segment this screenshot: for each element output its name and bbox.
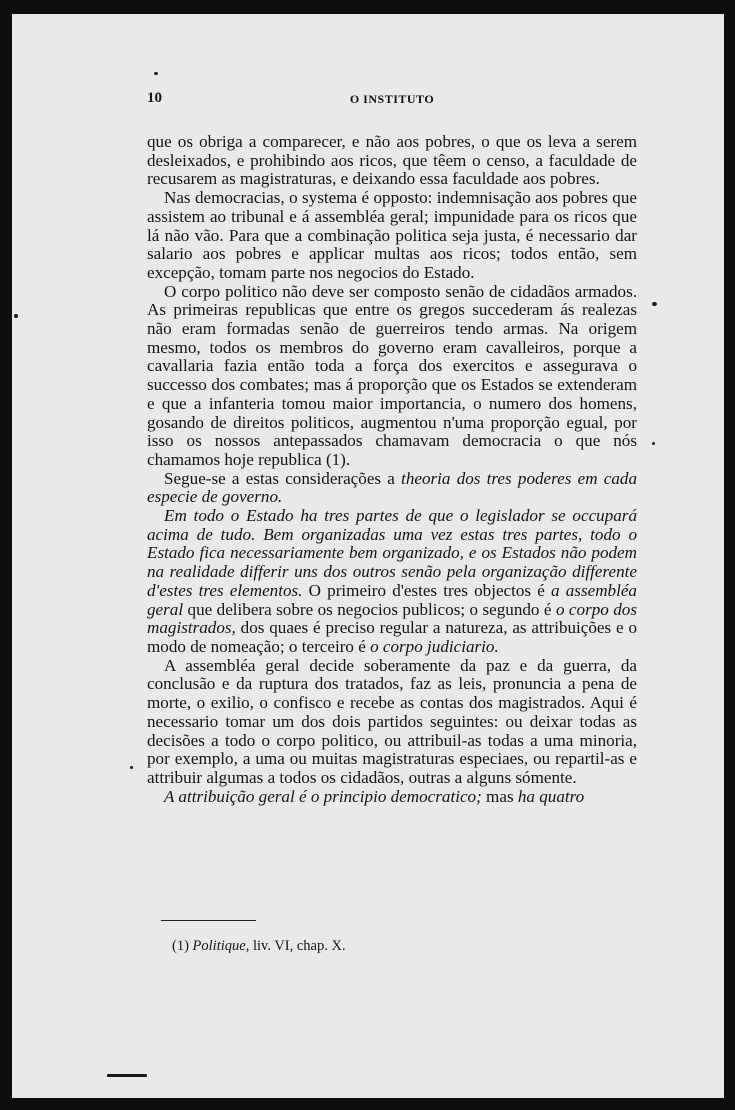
paragraph — [147, 283, 637, 470]
paragraph — [147, 507, 637, 657]
paragraph — [147, 470, 637, 507]
paragraph — [147, 133, 637, 189]
italic-text: o corpo dos magistrados, — [147, 599, 637, 638]
scan-speck — [107, 1074, 147, 1077]
scan-speck — [154, 72, 158, 75]
scan-speck — [130, 766, 133, 769]
italic-text: theoria dos tres poderes em cada especie de governo. — [147, 468, 637, 507]
text-run: que delibera sobre os negocios publicos; o segundo é — [183, 599, 556, 619]
footnote-reference: liv. VI, chap. X. — [249, 938, 346, 954]
paragraph — [147, 189, 637, 283]
footnote — [172, 938, 346, 955]
italic-text: o corpo judiciario. — [370, 636, 499, 656]
paragraph — [147, 657, 637, 788]
body-text — [147, 133, 637, 806]
italic-text: A attribuição geral é o principio democratico; — [164, 786, 482, 806]
italic-text: ha quatro — [517, 786, 585, 806]
text-run: A assembléa geral decide soberamente da paz e da guerra, da conclusão e da ruptura dos tratados, faz as leis, pronuncia a pena de morte, o exilio, o confisco e recebe as contas dos magistrados. Aqui é necessario tomar um dos dois partidos seguintes: ou deixar todas as decisões a todo o corpo politico, ou attribuil-as todas a uma minoria, por exemplo, a uma ou muitas magistraturas especiaes, ou repartil-as e attribuir algumas a todos os cidadãos, outras a alguns sómente. — [147, 655, 637, 787]
footnote-title: Politique, — [192, 938, 250, 954]
text-run: que os obriga a comparecer, e não aos pobres, o que os leva a serem desleixados, e prohibindo aos ricos, que têem o censo, a faculdade de recusarem as magistraturas, e deixando essa faculdade aos pobres. — [147, 132, 637, 189]
footnote-divider — [161, 920, 256, 921]
text-run: Nas democracias, o systema é opposto: indemnisação aos pobres que assistem ao tribunal e á assembléa geral; impunidade para os ricos que lá não vão. Para que a combinação politica seja justa, é necessario dar salario aos pobres e applicar multas aos ricos; todos então, sem excepção, tomam parte nos negocios do Estado. — [147, 188, 637, 282]
running-title: O INSTITUTO — [349, 92, 435, 106]
page-number: 10 — [147, 90, 162, 106]
text-run: dos quaes é preciso regular a natureza, as attribuições e o modo de nomeação; o terceiro é — [147, 618, 637, 656]
italic-text: a assembléa geral — [147, 580, 637, 619]
paragraph — [147, 788, 637, 807]
text-run: O corpo politico não deve ser composto senão de cidadãos armados. As primeiras republicas que entre os gregos succederam ás realezas não eram formadas senão de guerreiros tendo armas. Na origem mesmo, todos os membros do governo eram cavalleiros, porque a cavallaria fazia então toda a força dos exercitos e assegurava o successo dos combates; mas á proporção que os Estados se extenderam e que a infanteria tomou maior importancia, o numero dos homens, gosando de direitos politicos, augmentou n'uma proporção egual, por isso os nossos antepassados chamavam democracia o que nós chamamos hoje republica (1). — [147, 281, 637, 469]
text-run: Segue-se a estas considerações a — [164, 468, 402, 488]
italic-text: Em todo o Estado ha tres partes de que o legislador se occupará acima de tudo. Bem organizadas uma vez estas tres partes, todo o Estado fica necessariamente bem organizado, e os Estados não podem na realidade differir uns dos outros senão pela organização differente d'estes tres elementos. — [147, 506, 637, 600]
scan-speck — [652, 302, 657, 306]
text-run: O primeiro d'estes tres objectos é — [302, 580, 552, 600]
page-header — [147, 90, 637, 120]
scan-speck — [14, 314, 18, 318]
footnote-marker: (1) — [172, 938, 193, 954]
scan-speck — [652, 442, 655, 445]
text-run: mas — [481, 786, 518, 806]
